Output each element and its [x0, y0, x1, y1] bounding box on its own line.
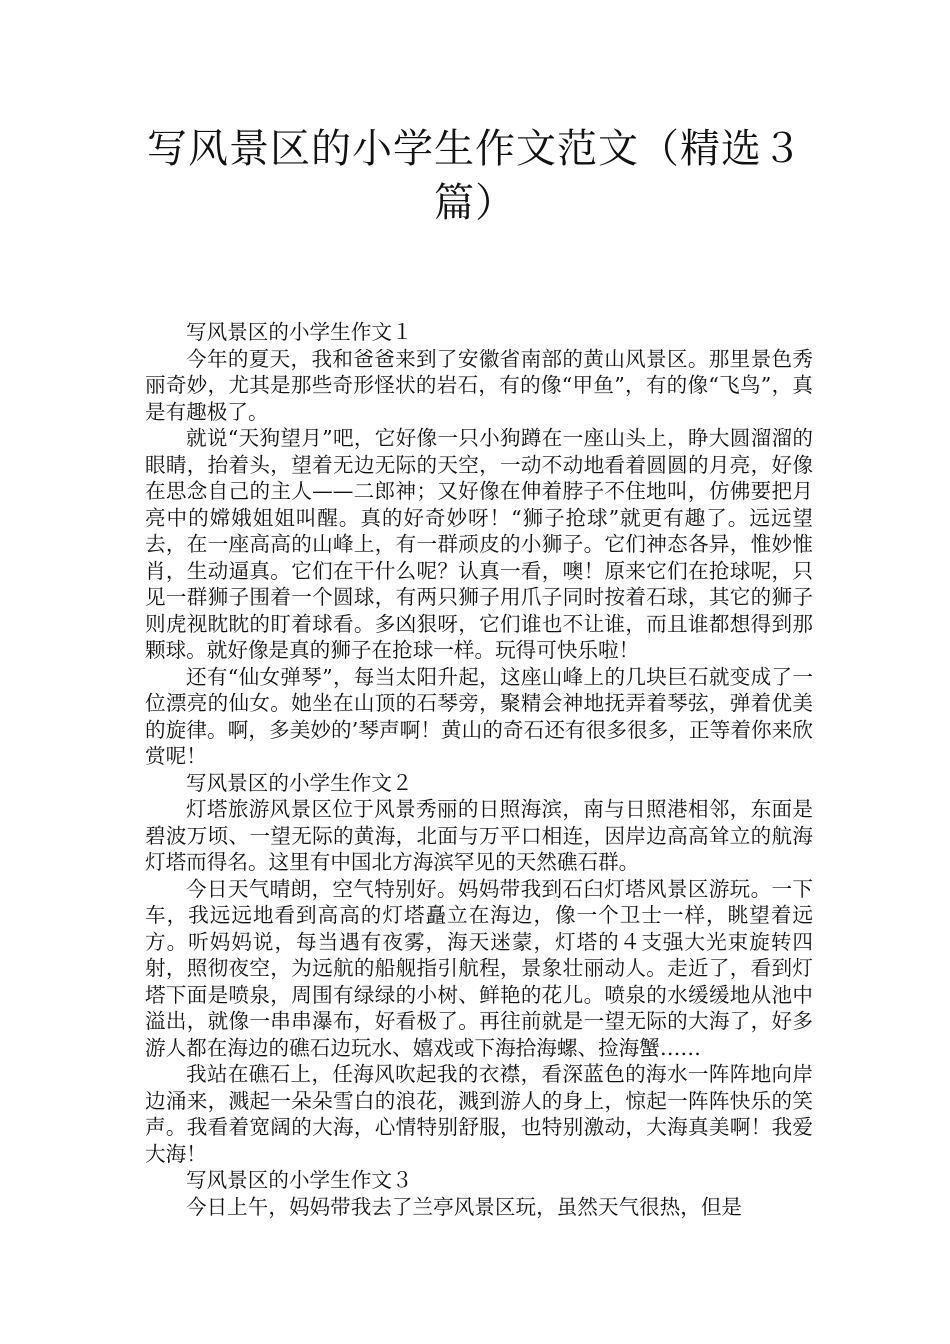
essay-1-paragraph: 今年的夏天，我和爸爸来到了安徽省南部的黄山风景区。那里景色秀丽奇妙，尤其是那些奇形怪状的岩石，有的像“甲鱼”，有的像“飞鸟”，真是有趣极了。	[145, 346, 813, 424]
document-body	[145, 319, 813, 1220]
essay-1-heading: 写风景区的小学生作文１	[186, 320, 413, 344]
essay-2-paragraph: 灯塔旅游风景区位于风景秀丽的日照海滨，南与日照港相邻，东面是碧波万顷、一望无际的黄海，北面与万平口相连，因岸边高高耸立的航海灯塔而得名。这里有中国北方海滨罕见的天然礁石群。	[145, 797, 813, 874]
essay-2-paragraph: 今日天气晴朗，空气特别好。妈妈带我到石臼灯塔风景区游玩。一下车，我远远地看到高高的灯塔矗立在海边，像一个卫士一样，眺望着远方。听妈妈说，每当遇有夜雾，海天迷蒙，灯塔的４支强大光束旋转四射，照彻夜空，为远航的船舰指引航程，景象壮丽动人。走近了，看到灯塔下面是喷泉，周围有绿绿的小树、鲜艳的花儿。喷泉的水缓缓地从池中溢出，就像一串串瀑布，好看极了。再往前就是一望无际的大海了，好多游人都在海边的礁石边玩水、嬉戏或下海拾海螺、捡海蟹……	[145, 876, 813, 1060]
essay-1-paragraph: 还有“仙女弹琴”，每当太阳升起，这座山峰上的几块巨石就变成了一位漂亮的仙女。她坐在山顶的石琴旁，聚精会神地抚弄着琴弦，弹着优美的旋律。啊，多美妙的’琴声啊！黄山的奇石还有很多很多，正等着你来欣赏呢！	[145, 664, 813, 768]
essay-3-paragraph: 今日上午，妈妈带我去了兰亭风景区玩，虽然天气很热，但是	[186, 1194, 743, 1219]
essay-2-heading: 写风景区的小学生作文２	[186, 770, 413, 795]
essay-2-paragraph: 我站在礁石上，任海风吹起我的衣襟，看深蓝色的海水一阵阵地向岸边涌来，溅起一朵朵雪白的浪花，溅到游人的身上，惊起一阵阵快乐的笑声。我看着宽阔的大海，心情特别舒服，也特别激动，大海真美啊！我爱大海！	[145, 1062, 813, 1166]
essay-1-paragraph: 就说“天狗望月”吧，它好像一只小狗蹲在一座山头上，睁大圆溜溜的眼睛，抬着头，望着无边无际的天空，一动不动地看着圆圆的月亮，好像在思念自己的主人——二郎神；又好像在伸着脖子不住地叫，仿佛要把月亮中的嫦娥姐姐叫醒。真的好奇妙呀！“狮子抢球”就更有趣了。远远望去，在一座高高的山峰上，有一群顽皮的小狮子。它们神态各异，惟妙惟肖，生动逼真。它们在干什么呢？认真一看，噢！原来它们在抢球呢，只见一群狮子围着一个圆球，有两只狮子用爪子同时按着石球，其它的狮子则虎视眈眈的盯着球看。多凶狠呀，它们谁也不让谁，而且谁都想得到那颗球。就好像是真的狮子在抢球一样。玩得可快乐啦！	[145, 426, 813, 662]
essay-3-heading: 写风景区的小学生作文３	[186, 1168, 413, 1192]
document-title: 写风景区的小学生作文范文（精选３篇）	[147, 126, 803, 226]
